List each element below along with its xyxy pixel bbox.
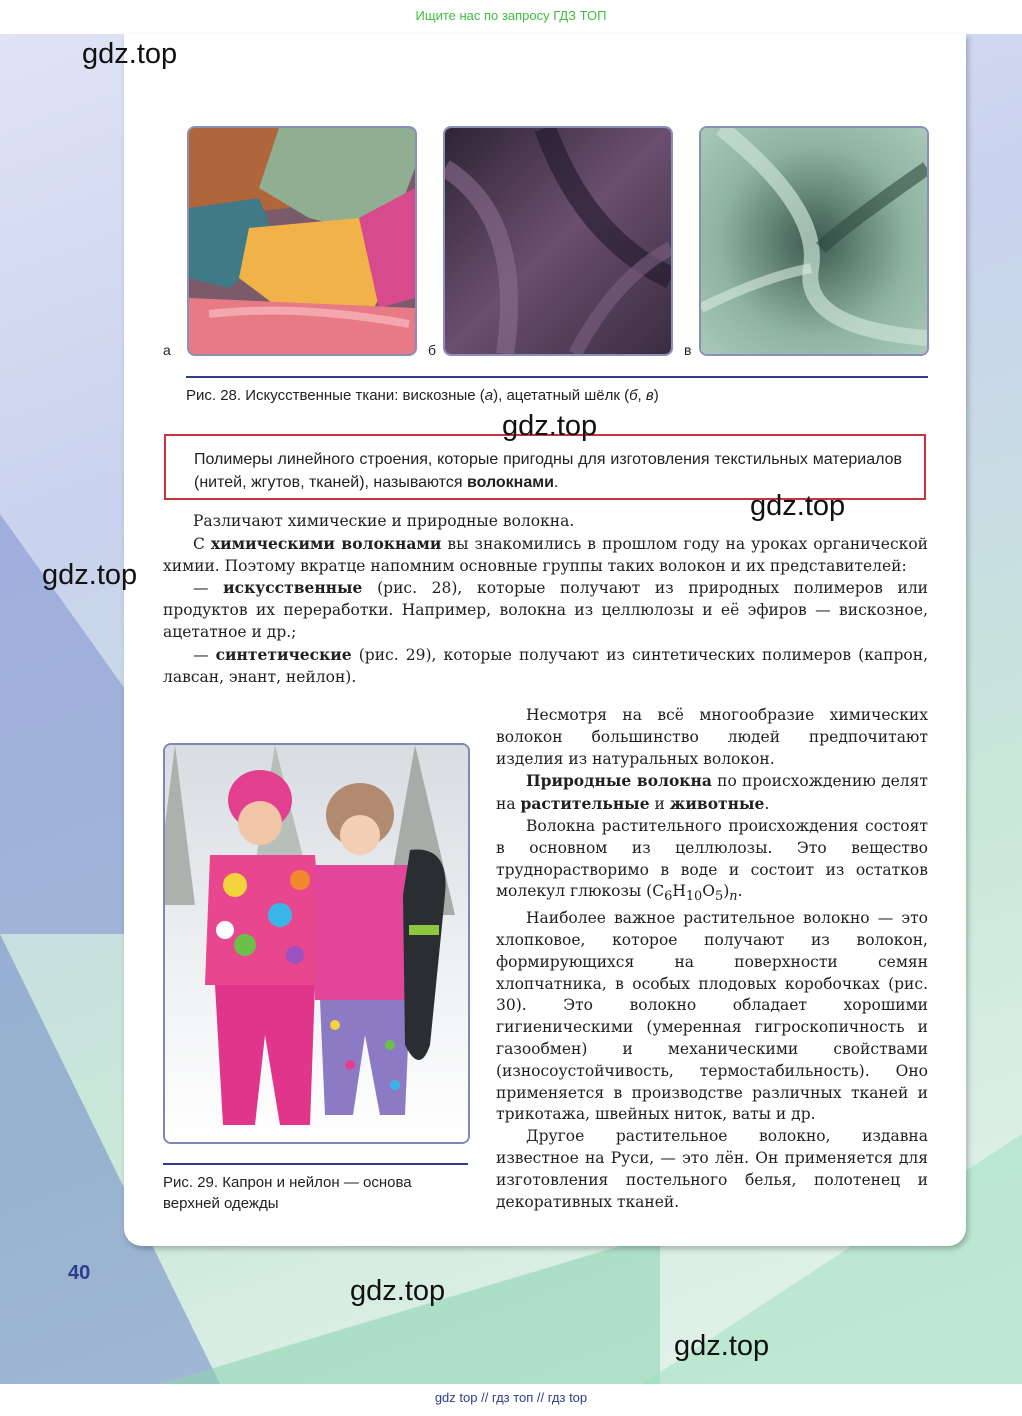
watermark: gdz.top [42,559,138,591]
photo-acetate-silk-purple [443,126,673,356]
watermark: gdz.top [350,1275,446,1307]
paragraph: — искусственные (рис. 28), которые получают из природных полимеров или продуктов их переработки. Например, волокна из целлюлозы и её эфиров — вискозное, ацетатное и др.; [163,578,928,641]
figure-label-b: б [428,342,437,358]
figure28-divider [186,376,928,378]
paragraph: С химическими волокнами вы знакомились в прошлом году на уроках органической химии. Поэтому вкратце напомним основные группы таких волокон и их представителей: [163,533,928,575]
figure29-caption: Рис. 29. Капрон и нейлон — основа верхней одежды [163,1174,412,1212]
watermark: gdz.top [502,410,598,442]
body-text-right [496,705,928,1213]
paragraph: Различают химические и природные волокна. [193,512,575,530]
footer-links: gdz top // гдз топ // гдз top [434,1390,588,1405]
definition-box: Полимеры линейного строения, которые пригодны для изготовления текстильных материалов (нитей, жгутов, тканей), называются волокнами. [164,434,926,500]
photo-acetate-silk-green [699,126,929,356]
photo-girls-winter-clothing [163,743,470,1144]
figure28-caption: Рис. 28. Искусственные ткани: вискозные (а), ацетатный шёлк (б, в) [186,387,659,404]
paragraph: Наиболее важное растительное волокно — это хлопковое, которое получают из волокон, формирующихся на поверхности семян хлопчатника, в особых плодовых коробочках (рис. 30). Это волокно обладает хорошими гигиеническими (умеренная гигроскопичность и газообмен) и механическими свойствами (износоустойчивость, термостабильность). Оно применяется в производстве различных тканей и трикотажа, швейных ниток, ваты и др. [496,909,928,1124]
paragraph: Другое растительное волокно, издавна известное на Руси, — это лён. Он применяется для изготовления постельного белья, полотенец и декоративных тканей. [496,1127,928,1211]
watermark: gdz.top [82,38,178,70]
figure-label-a: а [163,342,171,358]
search-hint: Ищите нас по запросу ГДЗ ТОП [415,8,607,23]
photo-viscose-fabrics [187,126,417,356]
watermark: gdz.top [674,1330,770,1362]
paragraph: Волокна растительного происхождения состоят в основном из целлюлозы. Это вещество труднорастворимо в воде и состоит из остатков молекул глюкозы $(C_6H_{10}O_5)_n$. [496,816,928,905]
paragraph: Несмотря на всё многообразие химических волокон большинство людей предпочитают изделия из натуральных волокон. [496,706,928,768]
page-number: 40 [68,1262,91,1284]
figure-label-v: в [684,342,692,358]
body-text-top [163,511,928,688]
paragraph: — синтетические (рис. 29), которые получают из синтетических полимеров (капрон, лавсан, энант, нейлон). [163,644,928,686]
watermark: gdz.top [750,490,846,522]
figure29-divider [163,1163,468,1165]
paragraph: Природные волокна по происхождению делят на растительные и животные. [496,771,928,814]
